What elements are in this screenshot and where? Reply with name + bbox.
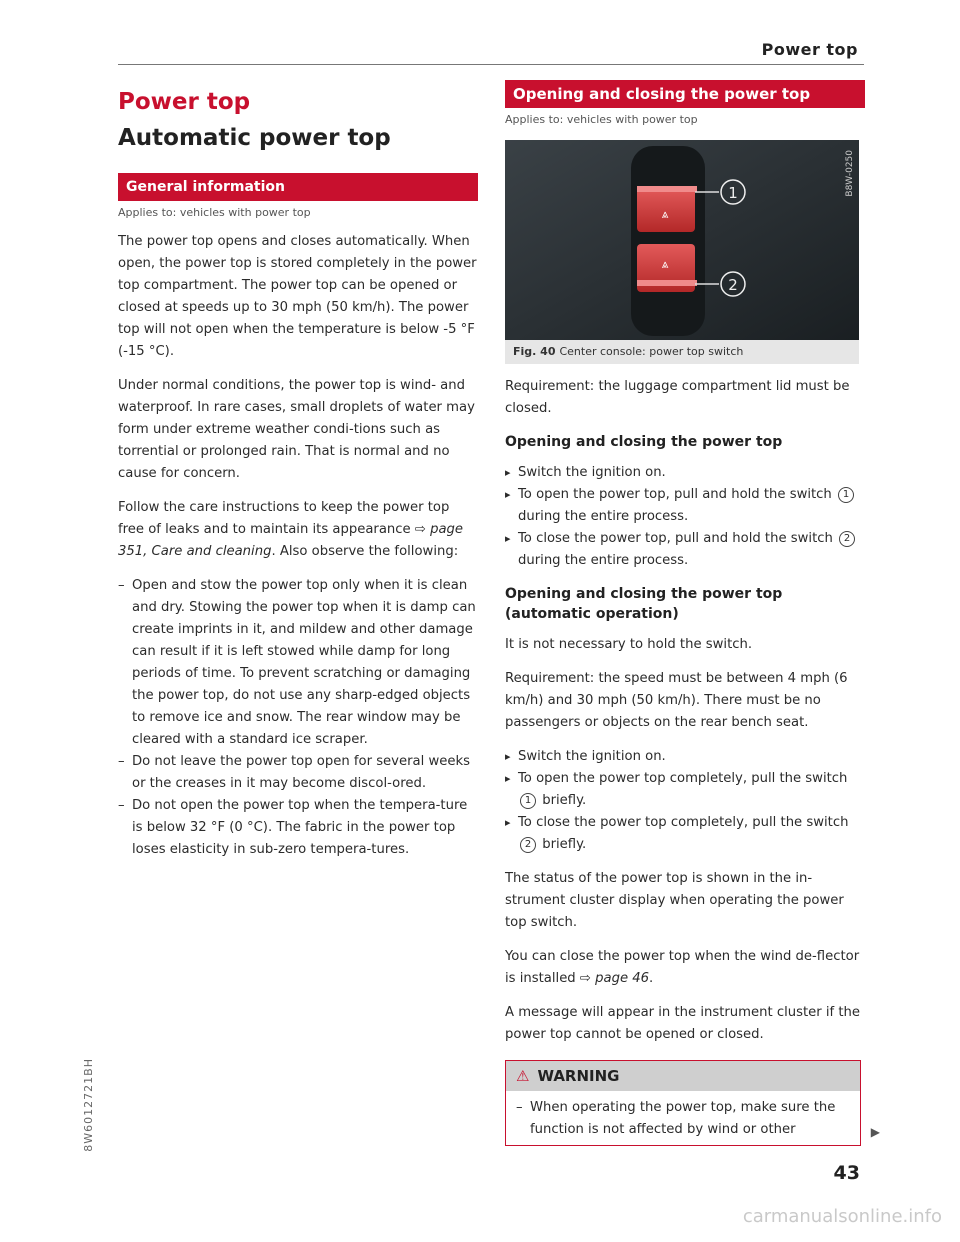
care-text-b: . Also observe the following: (271, 544, 459, 559)
figure-caption (505, 340, 859, 364)
applies-note: Applies to: vehicles with power top (118, 206, 311, 219)
paragraph-wind-deflector: You can close the power top when the wind de-flector is installed ⇨ page 46. (505, 949, 860, 986)
switch-1-ref: 1 (838, 487, 854, 503)
warning-triangle-icon: ⚠ (516, 1067, 530, 1085)
page-subtitle: Automatic power top (118, 125, 391, 151)
warning-title: WARNING (537, 1067, 620, 1085)
figure-label: Fig. 40 (513, 345, 556, 358)
section-bar-opening-closing: Opening and closing the power top (505, 80, 865, 108)
paragraph-intro: The power top opens and closes automatically. When open, the power top is stored completely in the power top compartment. The power top can be opened or closed at speeds up to 30 mph (50 km/h). The power top will not open when the temperature is below -5 °F (-15 °C). (118, 234, 477, 359)
paragraph-hold: It is not necessary to hold the switch. (505, 637, 753, 652)
figure-caption-text: Center console: power top switch (559, 345, 744, 358)
paragraph-care (118, 497, 478, 563)
watermark: carmanualsonline.info (742, 1206, 942, 1227)
list-item: ▸ To close the power top, pull and hold the switch 2 during the entire process. (505, 528, 865, 572)
figure-code: B8W-0250 (845, 150, 855, 197)
paragraph-status: The status of the power top is shown in the in-strument cluster display when operating the power top switch. (505, 871, 844, 930)
care-page-link[interactable]: ⇨ page 351, Care and cleaning (118, 522, 464, 559)
list-item: – Open and stow the power top only when it is clean and dry. Stowing the power top when it is damp can create imprints in it, and mildew and other damage can result if it is left stowed while damp for long periods of time. To prevent scratching or damaging the power top, do not use any sharp-edged objects to remove ice and snow. The rear window may be cleared with a standard ice scraper. (118, 575, 478, 751)
list-item: ▸ To open the power top, pull and hold the switch 1 during the entire process. (505, 484, 865, 528)
header-rule (118, 64, 864, 65)
switch-2-ref: 2 (839, 531, 855, 547)
page-number: 43 (833, 1162, 860, 1184)
callout-1-label: 1 (728, 184, 738, 202)
page-title: Power top (118, 89, 251, 115)
svg-text:⩓: ⩓ (661, 257, 669, 271)
switch-1-ref: 1 (520, 793, 536, 809)
warning-header (506, 1061, 860, 1091)
list-item: – Do not open the power top when the tempera-ture is below 32 °F (0 °C). The fabric in the power top loses elasticity in sub-zero tempera-tures. (118, 795, 478, 861)
wind-deflector-page-link[interactable]: ⇨ page 46 (579, 971, 650, 986)
list-item: ▸ To open the power top completely, pull the switch 1 briefly. (505, 768, 865, 812)
section-bar-general-information: General information (118, 173, 478, 201)
subheading-opening-closing: Opening and closing the power top (505, 434, 783, 450)
subheading-automatic: Opening and closing the power top (automatic operation) (505, 586, 783, 622)
running-header: Power top (761, 40, 858, 59)
care-text-a: Follow the care instructions to keep the power top free of leaks and to maintain its appearance (118, 500, 450, 537)
steps-manual (505, 462, 865, 572)
list-item: – When operating the power top, make sure the function is not affected by wind or other (516, 1097, 850, 1141)
care-list (118, 575, 478, 861)
applies-note: Applies to: vehicles with power top (505, 113, 698, 126)
list-item: ▸ Switch the ignition on. (505, 746, 865, 768)
requirement-speed: Requirement: the speed must be between 4 mph (6 km/h) and 30 mph (50 km/h). There must be no passengers or objects on the rear bench seat. (505, 671, 848, 730)
callout-2-label: 2 (728, 276, 738, 294)
steps-automatic (505, 746, 865, 856)
power-top-switch-illustration (505, 140, 859, 340)
switch-housing (631, 146, 705, 336)
requirement-luggage: Requirement: the luggage compartment lid must be closed. (505, 379, 850, 416)
paragraph-conditions: Under normal conditions, the power top is wind- and waterproof. In rare cases, small droplets of water may form under extreme weather condi-tions such as torrential or prolonged rain. That is normal and no cause for concern. (118, 378, 475, 481)
right-column (505, 80, 880, 1146)
list-item: ▸ Switch the ignition on. (505, 462, 865, 484)
warning-body (506, 1091, 880, 1145)
document-code: 8W6012721BH (82, 1058, 95, 1152)
power-top-switch-figure (505, 140, 859, 340)
paragraph-message: A message will appear in the instrument cluster if the power top cannot be opened or closed. (505, 1005, 861, 1042)
continue-arrow-icon: ▶ (870, 1125, 880, 1139)
list-item: ▸ To close the power top completely, pull the switch 2 briefly. (505, 812, 865, 856)
warning-box (505, 1060, 880, 1146)
left-column (118, 80, 478, 861)
svg-text:⩓: ⩓ (661, 207, 669, 221)
switch-2-ref: 2 (520, 837, 536, 853)
list-item: – Do not leave the power top open for several weeks or the creases in it may become discol-ored. (118, 751, 478, 795)
